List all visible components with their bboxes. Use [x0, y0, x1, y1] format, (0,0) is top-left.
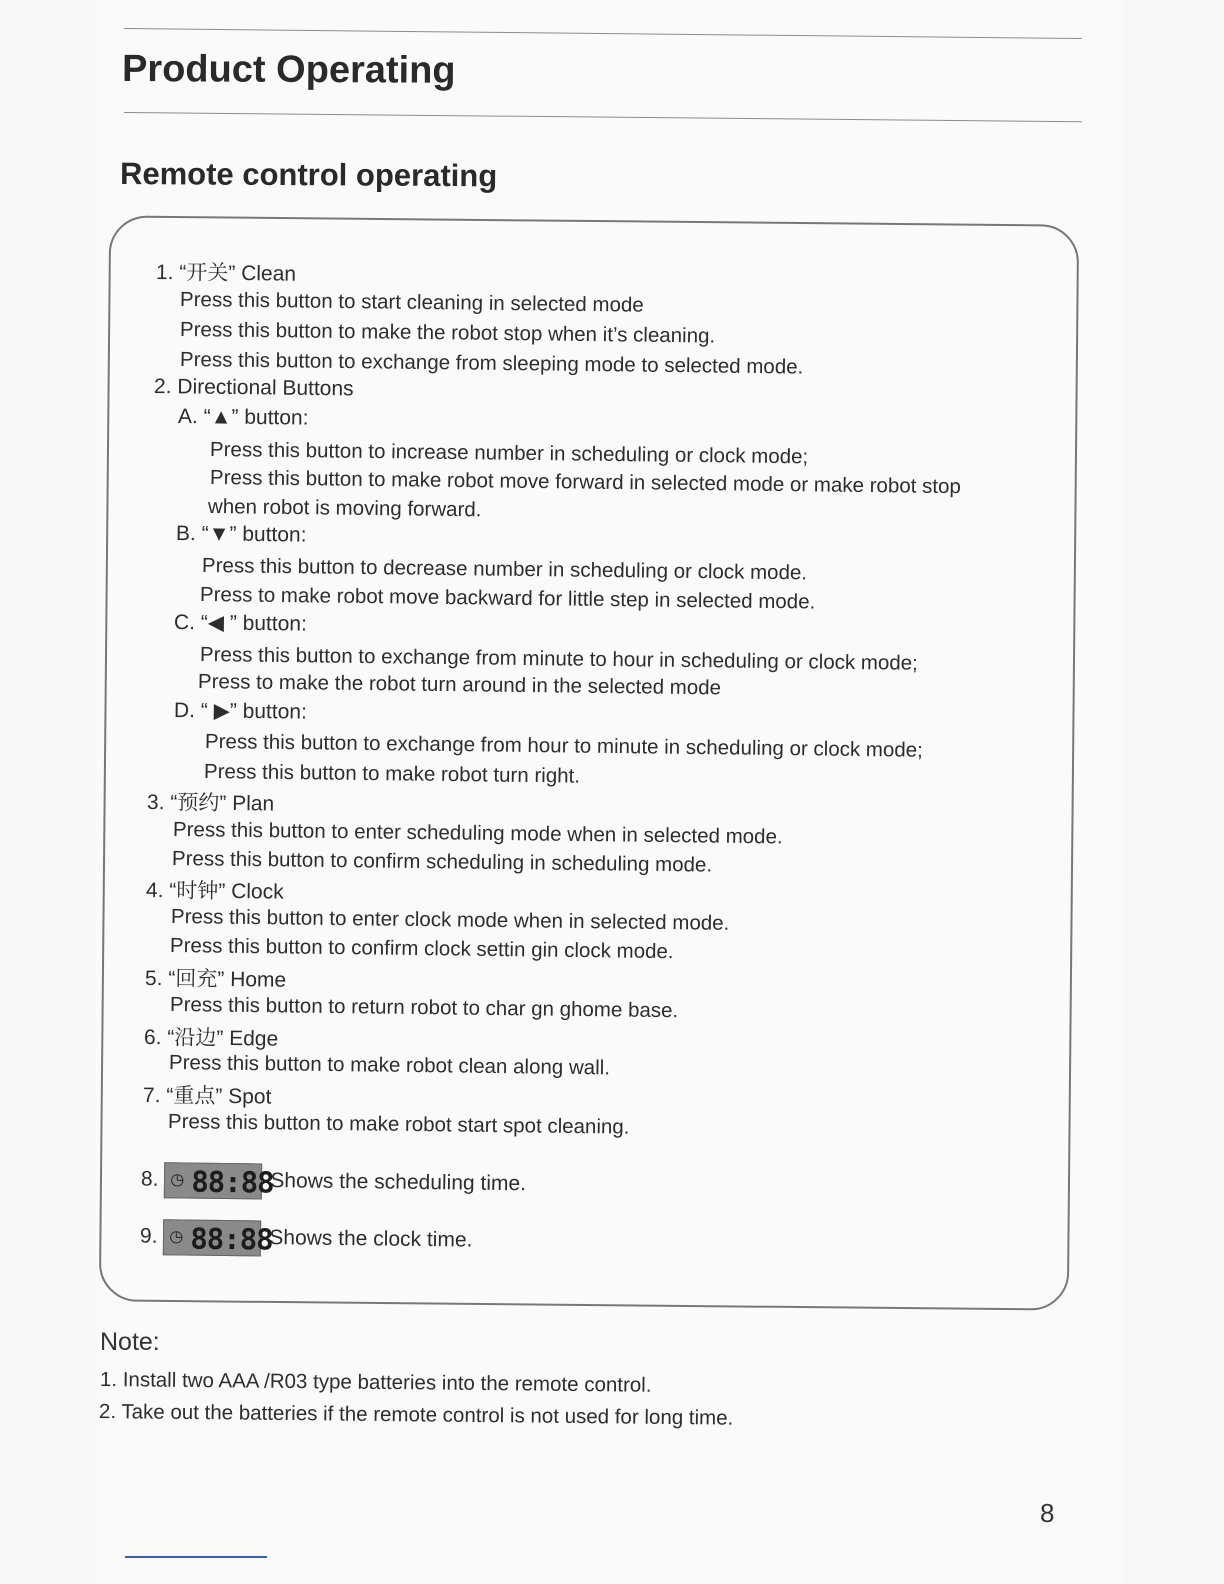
item-up-line: Press this button to make robot move forward in selected mode or make robot stop [209, 466, 961, 499]
item-clean-line: Press this button to make the robot stop when it’s cleaning. [179, 318, 716, 348]
item-directional-heading: 2. Directional Buttons [153, 375, 354, 401]
item-schedule-display: 8. ◷ 88:88 Shows the scheduling time. [141, 1162, 526, 1203]
item-spot-heading: 7. “重点” Spot [142, 1084, 272, 1109]
clock-icon: ◷ [170, 1171, 185, 1189]
item-edge-line: Press this button to make robot clean along wall. [168, 1051, 611, 1080]
item-up-line: Press this button to increase number in scheduling or clock mode; [209, 438, 809, 469]
item-clean-heading: 1. “开关” Clean [155, 261, 297, 286]
note-line: 2. Take out the batteries if the remote control is not used for long time. [98, 1400, 734, 1430]
item-up-heading: A. “▲” button: [177, 405, 309, 430]
item-home-heading: 5. “回充” Home [144, 967, 287, 992]
page-title: Product Operating [121, 48, 456, 92]
section-title: Remote control operating [119, 156, 498, 194]
page-number: 8 [1040, 1498, 1055, 1528]
item-plan-line: Press this button to confirm scheduling in scheduling mode. [171, 847, 713, 877]
item-clean-line: Press this button to start cleaning in selected mode [179, 288, 644, 317]
lcd-schedule-display: ◷ 88:88 [164, 1162, 262, 1199]
item-up-line: when robot is moving forward. [207, 495, 482, 522]
item-right-line: Press this button to make robot turn right. [203, 760, 581, 788]
item-plan-line: Press this button to enter scheduling mode when in selected mode. [172, 818, 783, 849]
item-clock-line: Press this button to confirm clock settin gin clock mode. [169, 934, 674, 964]
item-left-line: Press this button to exchange from minute to hour in scheduling or clock mode; [199, 643, 918, 675]
item-clock-line: Press this button to enter clock mode when in selected mode. [170, 905, 730, 935]
item-down-heading: B. “▼” button: [175, 522, 307, 547]
item-left-line: Press to make the robot turn around in the selected mode [197, 670, 722, 700]
item-clock-display: 9. ◷ 88:88 Shows the clock time. [140, 1219, 473, 1259]
item-clock-heading: 4. “时钟” Clock [145, 879, 284, 904]
footer-line [125, 1556, 267, 1558]
item-edge-heading: 6. “沿边” Edge [143, 1026, 279, 1051]
note-title: Note: [100, 1328, 160, 1356]
lcd-clock-display: ◷ 88:88 [163, 1219, 261, 1256]
note-line: 1. Install two AAA /R03 type batteries into the remote control. [99, 1368, 652, 1397]
item-clean-line: Press this button to exchange from sleeping mode to selected mode. [179, 348, 804, 379]
item-home-line: Press this button to return robot to char gn ghome base. [169, 993, 679, 1023]
item-spot-line: Press this button to make robot start spot cleaning. [167, 1110, 630, 1139]
item-plan-heading: 3. “预约” Plan [146, 791, 275, 816]
item-down-line: Press this button to decrease number in scheduling or clock mode. [201, 554, 808, 585]
item-right-heading: D. “ ▶” button: [173, 699, 308, 724]
item-right-line: Press this button to exchange from hour to minute in scheduling or clock mode; [204, 730, 923, 762]
item-down-line: Press to make robot move backward for little step in selected mode. [199, 583, 816, 614]
clock-icon: ◷ [169, 1228, 184, 1246]
item-left-heading: C. “◀ ” button: [173, 611, 308, 636]
